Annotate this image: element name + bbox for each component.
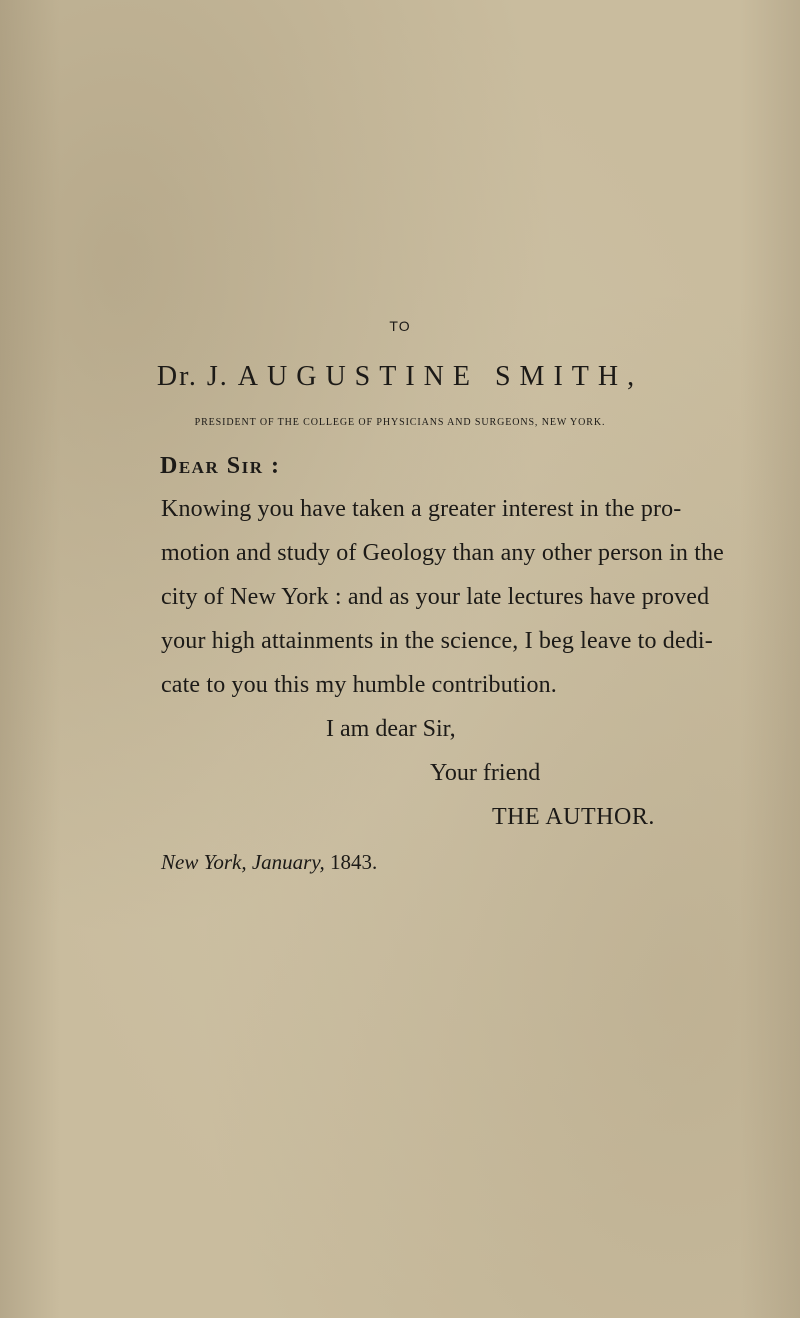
body-line: city of New York : and as your late lectures have proved (161, 584, 710, 610)
body-line: your high attainments in the science, I beg leave to dedi- (161, 628, 713, 654)
body-line: Knowing you have taken a greater interest in the pro- (161, 496, 682, 522)
salutation-initial-2: S (226, 453, 242, 479)
signature: THE AUTHOR. (492, 804, 655, 830)
body-line: cate to you this my humble contribution. (161, 672, 557, 698)
dateline-place: New York, January, (161, 850, 325, 874)
dedicatee-name: Dr. J. AUGUSTINE SMITH, (156, 361, 644, 392)
salutation-rest-2: IR (241, 458, 264, 477)
dedicatee-office: PRESIDENT OF THE COLLEGE OF PHYSICIANS AND SURGEONS, NEW YORK. (194, 417, 606, 428)
salutation-rest-1: EAR (178, 458, 220, 477)
honorific (157, 361, 189, 392)
dateline (161, 850, 377, 875)
dateline-year: 1843. (329, 850, 378, 874)
closing-line-1: I am dear Sir, (326, 716, 456, 742)
dedication-to: TO (389, 318, 411, 334)
closing-line-2: Your friend (430, 760, 541, 786)
salutation-colon: : (263, 453, 281, 479)
salutation-initial-1: D (160, 453, 179, 479)
name-rest: AUGUSTINE SMITH, (237, 361, 644, 392)
salutation (160, 453, 281, 480)
honorific-text: Dr (156, 361, 189, 392)
name-initial: J. (206, 361, 229, 392)
body-line: motion and study of Geology than any other person in the (161, 540, 724, 566)
